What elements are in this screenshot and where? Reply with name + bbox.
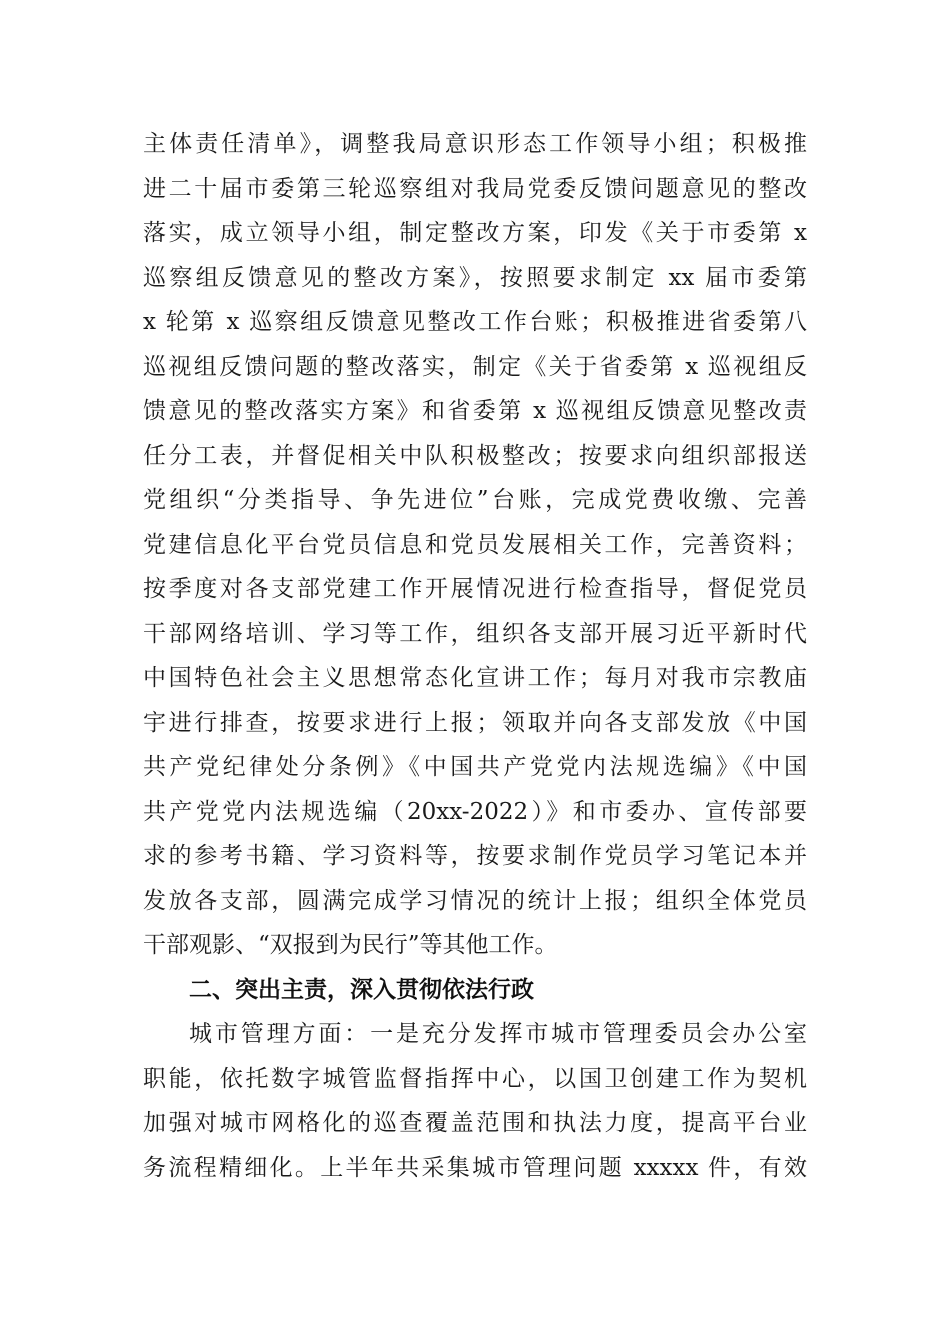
text-line: 党组织“分类指导、争先进位”台账，完成党费收缴、完善 bbox=[143, 487, 807, 513]
text-line: x 轮第 x 巡察组反馈意见整改工作台账；积极推进省委第八 bbox=[143, 309, 807, 335]
text-line: 干部观影、“双报到为民行”等其他工作。 bbox=[143, 932, 558, 958]
paragraph-urban-management bbox=[143, 1012, 807, 1190]
text-line: 任分工表，并督促相关中队积极整改；按要求向组织部报送 bbox=[143, 442, 807, 469]
text-line: 发放各支部，圆满完成学习情况的统计上报；组织全体党员 bbox=[143, 887, 807, 914]
text-line: 按季度对各支部党建工作开展情况进行检查指导，督促党员 bbox=[143, 576, 807, 602]
paragraph-continuation bbox=[143, 122, 807, 968]
text-line: 馈意见的整改落实方案》和省委第 x 巡视组反馈意见整改责 bbox=[143, 398, 807, 424]
section-heading: 二、突出主责，深入贯彻依法行政 bbox=[189, 976, 534, 1003]
text-line: 务流程精细化。上半年共采集城市管理问题 xxxxx 件，有效 bbox=[143, 1154, 807, 1181]
text-line: 求的参考书籍、学习资料等，按要求制作党员学习笔记本并 bbox=[143, 843, 807, 869]
text-line: 干部网络培训、学习等工作，组织各支部开展习近平新时代 bbox=[143, 620, 807, 647]
text-line: 进二十届市委第三轮巡察组对我局党委反馈问题意见的整改 bbox=[143, 175, 807, 202]
text-line: 巡察组反馈意见的整改方案》，按照要求制定 xx 届市委第 bbox=[143, 264, 807, 291]
text-line: 党建信息化平台党员信息和党员发展相关工作，完善资料； bbox=[143, 531, 807, 558]
text-line: 共产党党内法规选编（20xx-2022）》和市委办、宣传部要 bbox=[143, 798, 807, 825]
text-line: 共产党纪律处分条例》《中国共产党党内法规选编》《中国 bbox=[143, 754, 807, 780]
text-line: 落实，成立领导小组，制定整改方案，印发《关于市委第 x bbox=[143, 220, 807, 246]
text-line: 职能，依托数字城管监督指挥中心，以国卫创建工作为契机 bbox=[143, 1065, 807, 1092]
text-line: 主体责任清单》，调整我局意识形态工作领导小组；积极推 bbox=[143, 131, 807, 157]
text-line: 加强对城市网格化的巡查覆盖范围和执法力度，提高平台业 bbox=[143, 1110, 807, 1136]
text-line: 城市管理方面：一是充分发挥市城市管理委员会办公室 bbox=[189, 1021, 807, 1047]
text-line: 中国特色社会主义思想常态化宣讲工作；每月对我市宗教庙 bbox=[143, 665, 807, 691]
document-body bbox=[143, 122, 807, 1190]
text-line: 宇进行排查，按要求进行上报；领取并向各支部发放《中国 bbox=[143, 709, 807, 736]
text-line: 巡视组反馈问题的整改落实，制定《关于省委第 x 巡视组反 bbox=[143, 353, 807, 380]
